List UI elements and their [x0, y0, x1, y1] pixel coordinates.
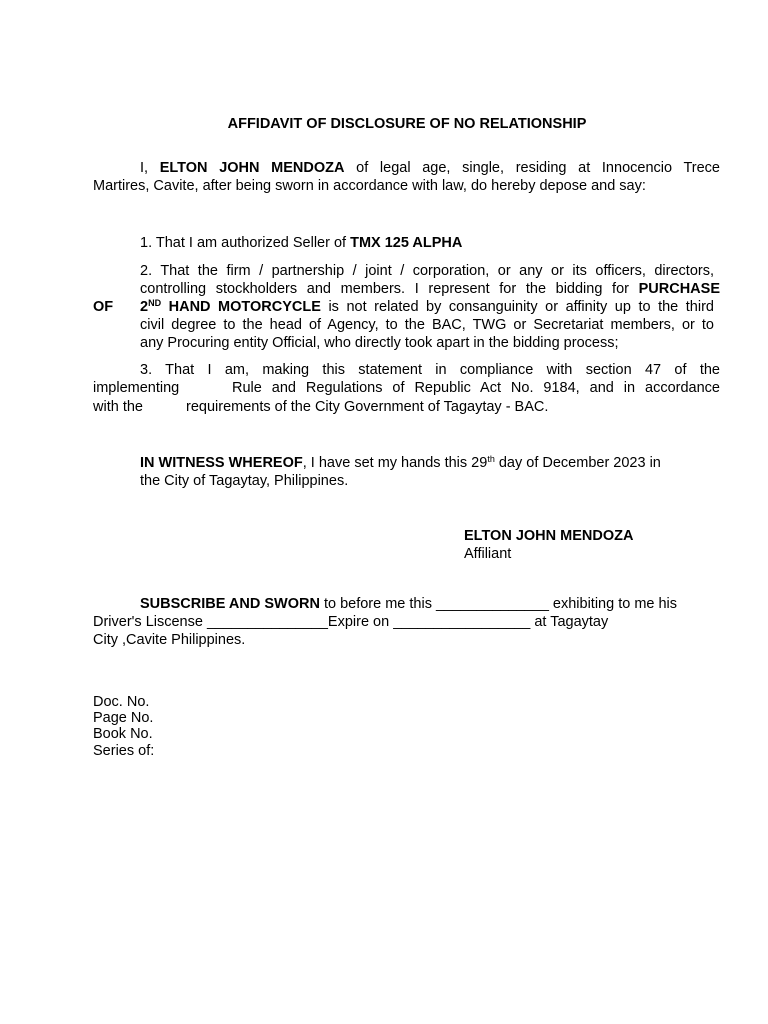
book-no-label: Book No. [93, 726, 153, 742]
signatory-role: Affiliant [464, 546, 512, 562]
item-3-line-3b: requirements of the City Government of Tagaytay - BAC. [186, 399, 549, 415]
item-1-product: TMX 125 ALPHA [350, 235, 463, 251]
page-no-label: Page No. [93, 710, 154, 726]
sworn-line-1: SUBSCRIBE AND SWORN to before me this ______________ exhibiting to me his [140, 596, 678, 612]
item-2-of: OF [93, 299, 114, 315]
sworn-line-3: City ,Cavite Philippines. [93, 632, 246, 648]
item-3-line-2a: implementing [93, 380, 180, 396]
item-3-line-1: 3. That I am, making this statement in compliance with section 47 of the [140, 362, 720, 378]
item-2-line-4: civil degree to the head of Agency, to the BAC, TWG or Secretariat members, or to [140, 317, 714, 333]
intro-line-2: Martires, Cavite, after being sworn in accordance with law, do hereby depose and say: [93, 178, 646, 194]
signatory-name: ELTON JOHN MENDOZA [464, 528, 634, 544]
item-3-line-2b: Rule and Regulations of Republic Act No. 9184, and in accordance [232, 380, 720, 396]
intro-line-1: I, ELTON JOHN MENDOZA of legal age, single, residing at Innocencio Trece [140, 160, 720, 176]
document-title: AFFIDAVIT OF DISCLOSURE OF NO RELATIONSHIP [227, 116, 587, 132]
doc-no-label: Doc. No. [93, 694, 150, 710]
item-2-line-5: any Procuring entity Official, who directly took apart in the bidding process; [140, 335, 619, 351]
item-2-line-2: controlling stockholders and members. I represent for the bidding for PURCHASE [140, 281, 720, 297]
item-2-line-1: 2. That the firm / partnership / joint / corporation, or any or its officers, directors, [140, 263, 714, 279]
item-2-line-3: 2ND HAND MOTORCYCLE is not related by consanguinity or affinity up to the third [140, 298, 714, 315]
sworn-line-2: Driver's Liscense _______________Expire on _________________ at Tagaytay [93, 614, 609, 630]
witness-line-1: IN WITNESS WHEREOF, I have set my hands this 29th day of December 2023 in [140, 454, 661, 471]
item-1: 1. That I am authorized Seller of TMX 125 ALPHA [140, 235, 463, 251]
series-label: Series of: [93, 743, 155, 759]
item-3-line-3a: with the [93, 399, 143, 415]
witness-line-2: the City of Tagaytay, Philippines. [140, 473, 349, 489]
affiant-name: ELTON JOHN MENDOZA [159, 160, 345, 176]
